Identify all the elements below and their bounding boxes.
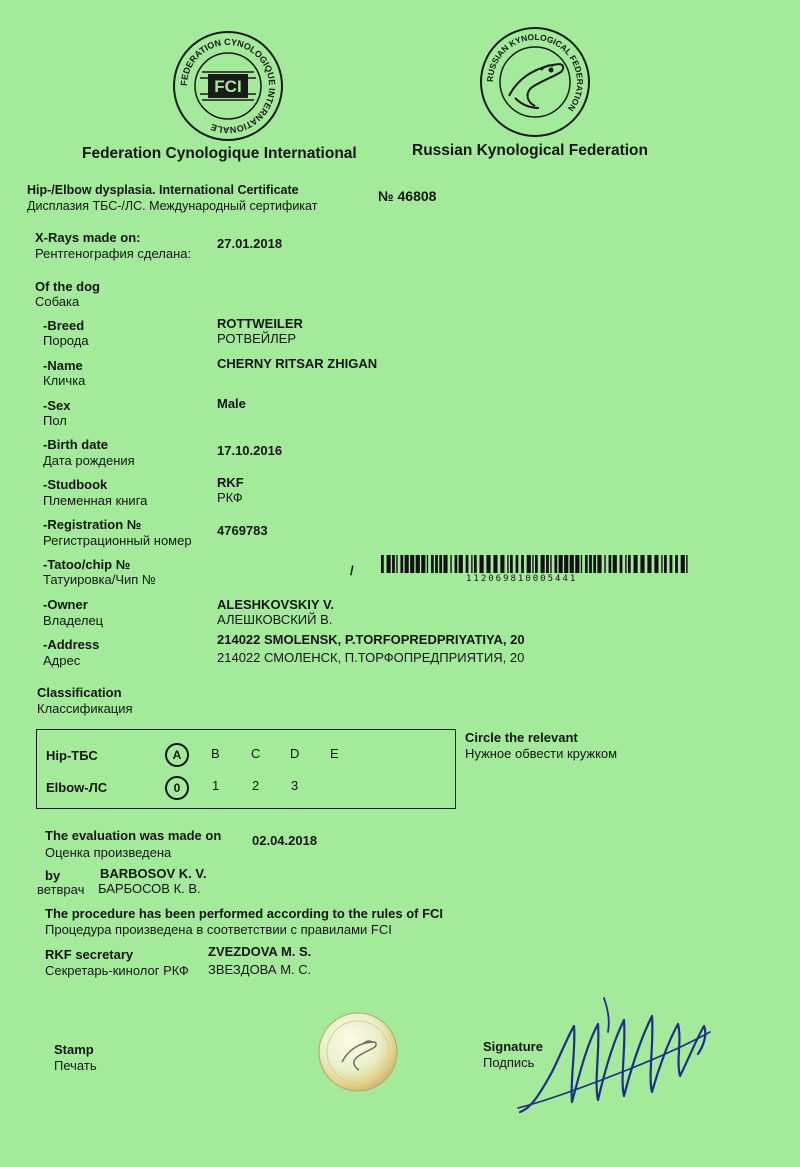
evaluation-date: 02.04.2018 — [252, 833, 318, 848]
hologram-stamp — [318, 1012, 398, 1092]
procedure-en: The procedure has been performed according to the rules of FCI — [45, 906, 444, 921]
studbook-value-en: RKF — [217, 475, 244, 490]
barcode-bar — [400, 555, 403, 573]
barcode-bar — [486, 555, 490, 573]
fci-logo — [172, 30, 284, 142]
elbow-grade-3: 3 — [291, 778, 299, 793]
birth-label-en: -Birth date — [43, 437, 108, 452]
elbow-label: Elbow-ЛС — [46, 780, 108, 795]
tattoo-value: / — [350, 563, 354, 578]
barcode-bar — [435, 555, 438, 573]
barcode-bar — [604, 555, 605, 573]
breed-value-ru: РОТВЕЙЛЕР — [217, 331, 296, 346]
elbow-grade-1: 1 — [212, 778, 220, 793]
barcode-bar — [521, 555, 524, 573]
birth-value: 17.10.2016 — [217, 443, 283, 458]
address-label-en: -Address — [43, 637, 100, 652]
handwritten-signature — [512, 990, 712, 1120]
dog-head-icon — [509, 64, 563, 108]
barcode-bar — [493, 555, 497, 573]
owner-value-en: ALESHKOVSKIY V. — [217, 597, 335, 612]
studbook-label-en: -Studbook — [43, 477, 108, 492]
barcode-bar — [405, 555, 409, 573]
sex-label-en: -Sex — [43, 398, 71, 413]
chip-barcode — [381, 555, 689, 573]
barcode-bar — [541, 555, 545, 573]
by-label-ru: ветврач — [37, 882, 85, 897]
hip-grade-a-circled: A — [165, 743, 189, 767]
address-value-en: 214022 SMOLENSK, P.TORFOPREDPRIYATIYA, 20 — [217, 632, 525, 647]
barcode-bar — [535, 555, 538, 573]
barcode-bar — [570, 555, 574, 573]
classification-label-ru: Классификация — [37, 701, 133, 716]
dog-label-en: Of the dog — [35, 279, 100, 294]
fci-logo-text: FCI — [214, 77, 242, 96]
signature-label-ru: Подпись — [483, 1055, 535, 1070]
barcode-bar — [466, 555, 469, 573]
barcode-bar — [664, 555, 667, 573]
barcode-bar — [510, 555, 513, 573]
rkf-logo — [479, 26, 591, 138]
secretary-label-ru: Секретарь-кинолог РКФ — [45, 963, 189, 978]
stamp-label-ru: Печать — [54, 1058, 97, 1073]
barcode-bar — [589, 555, 592, 573]
circle-note-en: Circle the relevant — [465, 730, 578, 745]
barcode-bar — [575, 555, 579, 573]
barcode-bar — [421, 555, 425, 573]
dog-label-ru: Собака — [35, 294, 80, 309]
barcode-bar — [455, 555, 458, 573]
hip-grade-b: B — [211, 746, 220, 761]
name-value: CHERNY RITSAR ZHIGAN — [217, 356, 378, 371]
address-value-ru: 214022 СМОЛЕНСК, П.ТОРФОПРЕДПРИЯТИЯ, 20 — [217, 650, 525, 665]
barcode-bar — [550, 555, 551, 573]
barcode-bar — [431, 555, 434, 573]
vet-name-ru: БАРБОСОВ К. В. — [98, 881, 201, 896]
registration-value: 4769783 — [217, 523, 268, 538]
barcode-bar — [396, 555, 397, 573]
barcode-bar — [620, 555, 623, 573]
barcode-bar — [675, 555, 678, 573]
owner-label-ru: Владелец — [43, 613, 104, 628]
breed-label-ru: Порода — [43, 333, 89, 348]
classification-label-en: Classification — [37, 685, 122, 700]
registration-label-ru: Регистрационный номер — [43, 533, 192, 548]
barcode-bar — [439, 555, 442, 573]
barcode-bar — [527, 555, 531, 573]
barcode-bar — [392, 555, 395, 573]
barcode-bar — [516, 555, 519, 573]
barcode-bar — [416, 555, 420, 573]
rkf-name: Russian Kynological Federation — [412, 142, 648, 159]
barcode-bar — [381, 555, 384, 573]
barcode-bar — [471, 555, 472, 573]
barcode-bar — [559, 555, 563, 573]
hip-grade-c: C — [251, 746, 261, 761]
hip-grade-e: E — [330, 746, 339, 761]
classification-box — [36, 729, 456, 809]
barcode-bar — [387, 555, 391, 573]
registration-label-en: -Registration № — [43, 517, 142, 532]
certificate-number: № 46808 — [378, 188, 437, 204]
barcode-bar — [500, 555, 504, 573]
owner-label-en: -Owner — [43, 597, 88, 612]
barcode-bar — [625, 555, 626, 573]
secretary-value-ru: ЗВЕЗДОВА М. С. — [208, 962, 312, 977]
xrays-date: 27.01.2018 — [217, 236, 283, 251]
barcode-bar — [427, 555, 428, 573]
chip-label-en: -Tatoo/chip № — [43, 557, 131, 572]
studbook-value-ru: РКФ — [217, 490, 243, 505]
name-label-ru: Кличка — [43, 373, 86, 388]
barcode-bar — [613, 555, 617, 573]
certificate-title-ru: Дисплазия ТБС-/ЛС. Международный сертификат — [27, 199, 318, 213]
sex-label-ru: Пол — [43, 413, 67, 428]
stamp-label-en: Stamp — [54, 1042, 94, 1057]
barcode-bar — [450, 555, 451, 573]
barcode-bar — [459, 555, 463, 573]
sex-value: Male — [217, 396, 246, 411]
barcode-bar — [686, 555, 687, 573]
barcode-bar — [554, 555, 557, 573]
barcode-bar — [597, 555, 601, 573]
hip-grade-d: D — [290, 746, 300, 761]
barcode-bar — [474, 555, 477, 573]
breed-label-en: -Breed — [43, 318, 85, 333]
barcode-bar — [640, 555, 644, 573]
svg-text:RUSSIAN KYNOLOGICAL FEDERATION — [485, 32, 585, 113]
owner-value-ru: АЛЕШКОВСКИЙ В. — [217, 612, 333, 627]
barcode-bar — [546, 555, 549, 573]
by-label-en: by — [45, 868, 61, 883]
evaluation-label-en: The evaluation was made on — [45, 828, 222, 843]
breed-value-en: ROTTWEILER — [217, 316, 303, 331]
secretary-value-en: ZVEZDOVA M. S. — [208, 944, 312, 959]
circle-note-ru: Нужное обвести кружком — [465, 746, 618, 761]
barcode-bar — [628, 555, 631, 573]
studbook-label-ru: Племенная книга — [43, 493, 148, 508]
barcode-bar — [507, 555, 508, 573]
birth-label-ru: Дата рождения — [43, 453, 135, 468]
barcode-bar — [634, 555, 638, 573]
name-label-en: -Name — [43, 358, 83, 373]
evaluation-label-ru: Оценка произведена — [45, 845, 172, 860]
barcode-bar — [581, 555, 582, 573]
barcode-bar — [654, 555, 658, 573]
elbow-grade-0-circled: 0 — [165, 776, 189, 800]
barcode-bar — [647, 555, 651, 573]
barcode-bar — [585, 555, 588, 573]
barcode-bar — [593, 555, 596, 573]
secretary-label-en: RKF secretary — [45, 947, 134, 962]
barcode-bar — [532, 555, 533, 573]
fci-name: Federation Cynologique International — [82, 145, 357, 162]
barcode-bar — [443, 555, 447, 573]
rkf-ring-text: RUSSIAN KYNOLOGICAL FEDERATION — [484, 31, 586, 114]
fci-ring-text: FEDERATION CYNOLOGIQUE INTERNATIONALE — [178, 36, 278, 136]
chip-barcode-number: 112069810005441 — [466, 574, 578, 584]
chip-label-ru: Татуировка/Чип № — [43, 572, 156, 587]
address-label-ru: Адрес — [43, 653, 81, 668]
barcode-bar — [681, 555, 685, 573]
barcode-bar — [661, 555, 662, 573]
hip-label: Hip-ТБС — [46, 748, 98, 763]
barcode-bar — [609, 555, 612, 573]
xrays-label-ru: Рентгенография сделана: — [35, 246, 192, 261]
certificate-title-en: Hip-/Elbow dysplasia. International Certificate — [27, 183, 299, 197]
barcode-bar — [480, 555, 484, 573]
xrays-label-en: X-Rays made on: — [35, 230, 141, 245]
vet-name-en: BARBOSOV K. V. — [100, 866, 207, 881]
barcode-bar — [670, 555, 673, 573]
barcode-bar — [564, 555, 568, 573]
procedure-ru: Процедура произведена в соответствии с правилами FCI — [45, 922, 392, 937]
elbow-grade-2: 2 — [252, 778, 260, 793]
barcode-bar — [410, 555, 414, 573]
signature-label-en: Signature — [483, 1039, 543, 1054]
